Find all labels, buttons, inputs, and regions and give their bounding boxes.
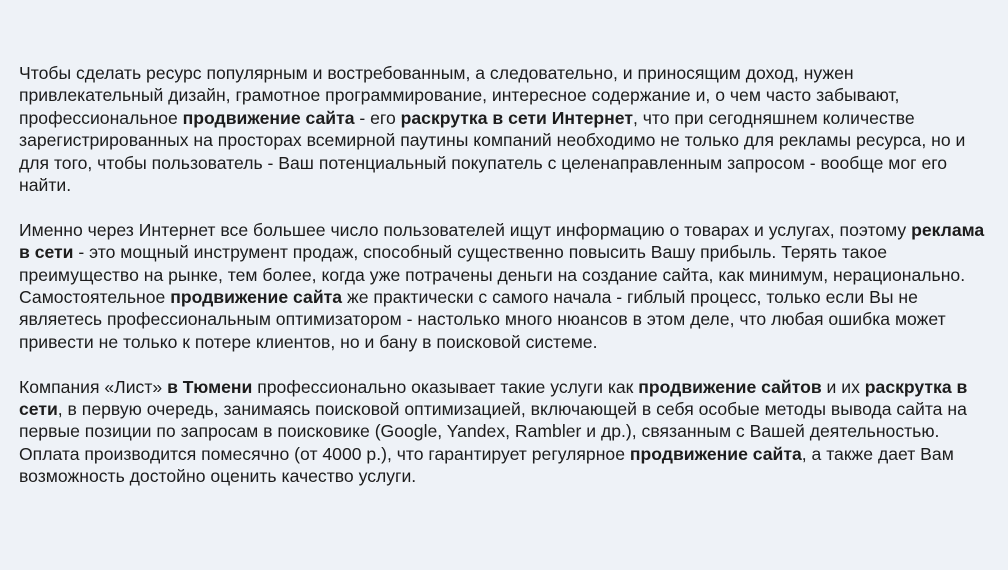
paragraph-company <box>19 376 994 488</box>
paragraph-text: и их <box>821 376 865 397</box>
paragraph-text: , что при сегодняшнем количестве зарегистрированных на просторах всемирной паутины компаний необходимо не только для рекламы ресурса, но и для того, чтобы пользователь - Ваш потенциальный покупатель с целенаправленным запросом - вообще мог его найти. <box>19 107 966 196</box>
paragraph-text: , в первую очередь, занимаясь поисковой оптимизацией, включающей в себя особые методы вывода сайта на первые позиции по запросам в поисковике (Google, Yandex, Rambler и др.), связанным с Вашей деятельностью. Оплата производится помесячно (от 4000 р.), что гарантирует регулярное <box>19 399 967 464</box>
paragraph-text: Компания «Лист» <box>19 376 168 397</box>
keyword-internet-promotion: раскрутка в сети Интернет <box>400 107 633 128</box>
paragraph-text: Именно через Интернет все большее число пользователей ищут информацию о товарах и услугах, поэтому <box>19 219 912 240</box>
keyword-site-promotion: продвижение сайта <box>182 107 355 128</box>
paragraph-intro <box>19 62 994 196</box>
keyword-sites-promotion: продвижение сайтов <box>638 376 822 397</box>
paragraph-text: - это мощный инструмент продаж, способный существенно повысить Вашу прибыль. Терять такое преимущество на рынке, тем более, когда уже потрачены деньги на создание сайта, как минимум, нерационально. Самостоятельное <box>19 242 966 308</box>
keyword-site-promotion: продвижение сайта <box>629 443 802 464</box>
paragraph-text: - его <box>354 107 401 128</box>
keyword-web-promotion: раскрутка в сети <box>19 376 968 420</box>
paragraph-text: же практически с самого начала - гиблый процесс, только если Вы не являетесь профессиональным оптимизатором - настолько много нюансов в этом деле, что любая ошибка может привести не только к потере клиентов, но и бану в поисковой системе. <box>19 287 946 352</box>
keyword-site-promotion: продвижение сайта <box>170 287 343 308</box>
paragraph-text: профессионально оказывает такие услуги как <box>252 376 639 397</box>
paragraph-advertising <box>19 219 994 353</box>
keyword-city: в Тюмени <box>167 376 253 397</box>
keyword-web-advertising: реклама в сети <box>19 219 985 263</box>
paragraph-text: Чтобы сделать ресурс популярным и востребованным, а следовательно, и приносящим доход, нужен привлекательный дизайн, грамотное программирование, интересное содержание и, о чем часто забывают, профессиональное <box>19 63 900 128</box>
paragraph-text: , а также дает Вам возможность достойно оценить качество услуги. <box>19 443 954 487</box>
article-body <box>19 62 994 510</box>
